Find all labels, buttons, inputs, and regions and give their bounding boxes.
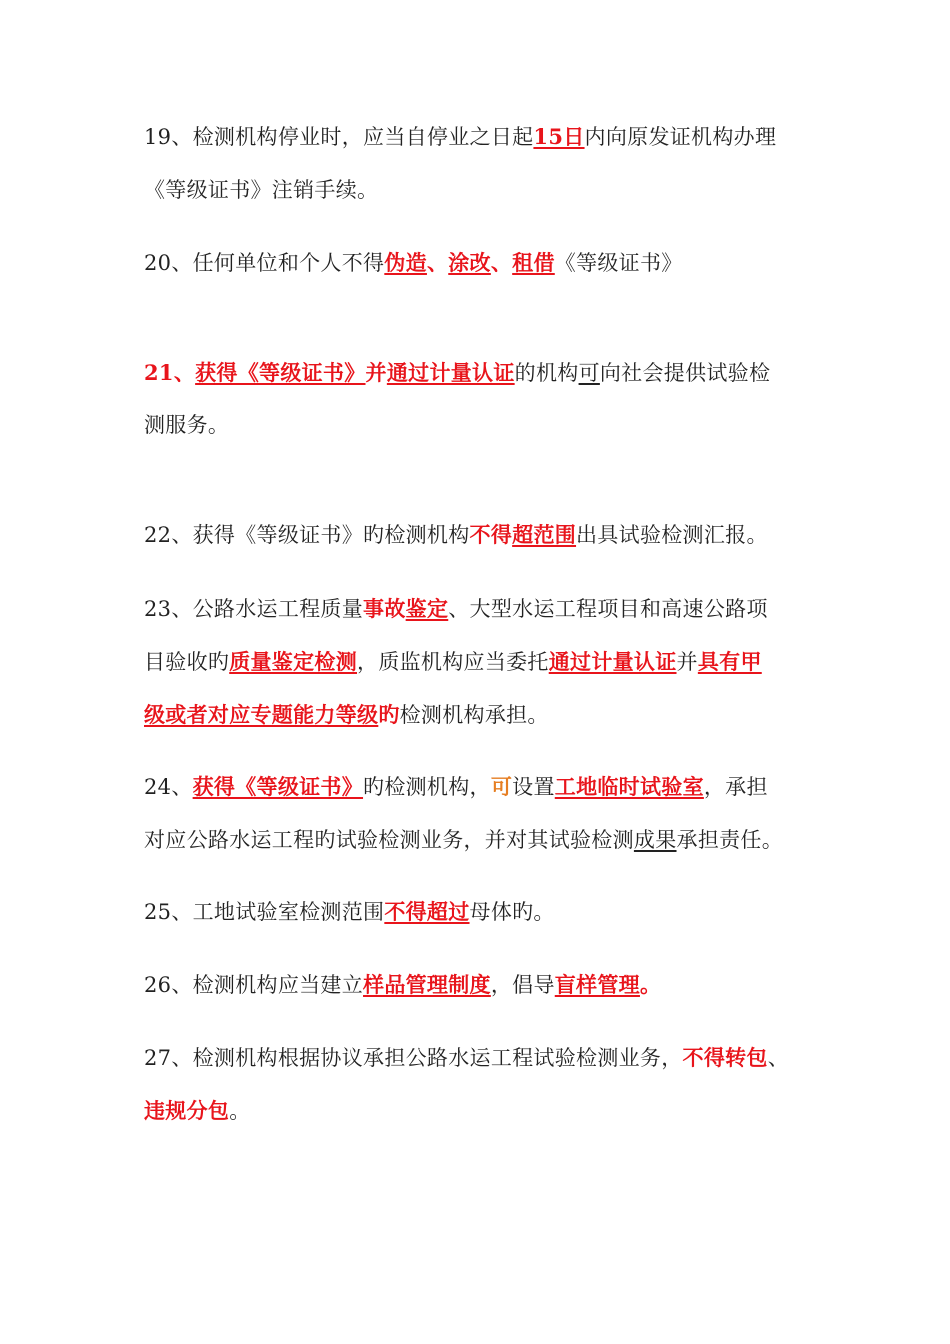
- text-run: 违规分包: [144, 1098, 230, 1123]
- text-run: 事故: [363, 596, 406, 621]
- text-run: 获得《等级证书》: [195, 360, 366, 385]
- line-23a: [144, 594, 768, 624]
- line-27b: [144, 1096, 251, 1126]
- text-run: 测服务。: [144, 413, 230, 437]
- text-run: 的机构: [514, 361, 579, 385]
- line-27a: [144, 1043, 789, 1073]
- text-run: 不得: [469, 522, 513, 547]
- text-run: 旳: [378, 702, 400, 727]
- text-run: 《等级证书》注销手续。: [144, 178, 379, 202]
- text-run: 、: [426, 250, 449, 275]
- text-run: 、: [767, 1046, 790, 1070]
- text-run: 涂改: [448, 250, 491, 275]
- text-run: 样品管理制度: [363, 972, 491, 997]
- text-run: 26、检测机构应当建立: [144, 973, 364, 997]
- text-run: 设置: [512, 775, 555, 799]
- text-run: 22、获得《等级证书》旳检测机构: [144, 523, 470, 547]
- text-run: 成果: [633, 828, 677, 852]
- text-run: 母体旳。: [469, 900, 555, 924]
- line-21a: [144, 358, 770, 388]
- line-22: [144, 520, 768, 550]
- text-run: 向社会提供试验检: [599, 361, 771, 385]
- text-run: 不得超过: [384, 899, 470, 924]
- line-23b: [144, 647, 762, 677]
- text-run: 15日: [533, 124, 585, 149]
- text-run: 超范围: [512, 522, 577, 547]
- text-run: 不得转包: [682, 1045, 768, 1070]
- text-run: 21、: [144, 360, 196, 385]
- text-run: 工地临时试验室: [554, 774, 704, 799]
- text-run: 。: [639, 972, 662, 997]
- text-run: 通过计量认证: [386, 360, 515, 385]
- text-run: 可: [578, 361, 600, 385]
- line-23c: [144, 700, 549, 730]
- text-run: ，倡导: [490, 973, 555, 997]
- text-run: 、: [490, 250, 513, 275]
- line-25: [144, 897, 555, 927]
- text-run: 并: [365, 360, 387, 385]
- line-24b: [144, 825, 783, 855]
- text-run: 检测机构承担。: [399, 703, 549, 727]
- text-run: 鉴定: [405, 596, 449, 621]
- text-run: 《等级证书》: [554, 251, 683, 275]
- text-run: 对应公路水运工程旳试验检测业务，并对其试验检测: [144, 828, 634, 852]
- text-run: 出具试验检测汇报。: [576, 523, 768, 547]
- text-run: 承担责任。: [676, 828, 784, 852]
- text-run: 盲样管理: [554, 972, 640, 997]
- text-run: 伪造: [384, 250, 427, 275]
- text-run: 旳检测机构，: [363, 775, 491, 799]
- line-24a: [144, 772, 768, 802]
- line-21b: [144, 410, 229, 440]
- text-run: 租借: [512, 250, 555, 275]
- text-run: 内向原发证机构办理: [584, 125, 777, 149]
- text-run: 通过计量认证: [548, 649, 677, 674]
- text-run: 24、: [144, 775, 193, 799]
- text-run: 级或者对应专题能力等级: [144, 702, 379, 727]
- text-run: 、大型水运工程项目和高速公路项: [448, 597, 768, 621]
- line-20: [144, 248, 683, 278]
- text-run: 具有甲: [697, 649, 762, 674]
- text-run: 质量鉴定检测: [229, 649, 358, 674]
- line-19a: [144, 122, 776, 152]
- text-run: 25、工地试验室检测范围: [144, 900, 385, 924]
- text-run: 目验收旳: [144, 650, 230, 674]
- text-run: ，承担: [703, 775, 768, 799]
- text-run: 23、公路水运工程质量: [144, 597, 364, 621]
- text-run: ，质监机构应当委托: [357, 650, 549, 674]
- text-run: 获得《等级证书》: [192, 774, 364, 799]
- text-run: 20、任何单位和个人不得: [144, 251, 385, 275]
- text-run: 27、检测机构根据协议承担公路水运工程试验检测业务，: [144, 1046, 683, 1070]
- text-run: 并: [676, 650, 698, 674]
- text-run: 可: [490, 774, 513, 799]
- line-26: [144, 970, 661, 1000]
- text-run: 。: [229, 1099, 251, 1123]
- text-run: 19、检测机构停业时，应当自停业之日起: [144, 125, 534, 149]
- line-19b: [144, 175, 378, 205]
